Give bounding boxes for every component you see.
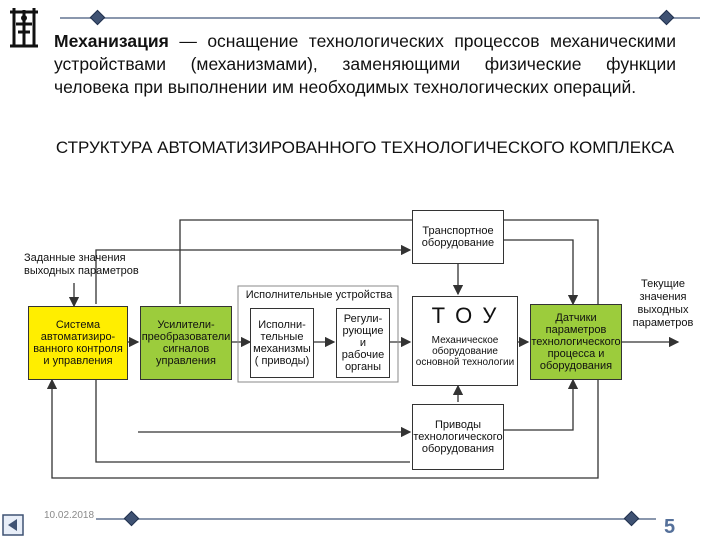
output-label: Текущие значения выходных параметров bbox=[632, 278, 694, 329]
term: Механизация bbox=[54, 31, 169, 51]
top-right-diamond-icon bbox=[659, 10, 675, 26]
definition-text: — оснащение технологических процессов механическими устройствами (механизмами), заменяющими физические функции человека при выполнении им необходимых технологических операций. bbox=[54, 31, 676, 97]
page-number: 5 bbox=[664, 516, 676, 538]
control-system-box: Система автоматизиро-ванного контроля и управления bbox=[28, 306, 128, 380]
top-left-diamond-icon bbox=[90, 10, 106, 26]
slide-heading: СТРУКТУРА АВТОМАТИЗИРОВАННОГО ТЕХНОЛОГИЧЕСКОГО КОМПЛЕКСА bbox=[55, 138, 675, 157]
logo-icon bbox=[4, 4, 44, 50]
input-label: Заданные значения выходных параметров bbox=[24, 252, 139, 277]
top-decorative-line bbox=[60, 17, 700, 19]
slide-date: 10.02.2018 bbox=[44, 510, 95, 521]
tou-title: Т О У bbox=[431, 303, 499, 328]
tou-box bbox=[412, 296, 518, 386]
bottom-right-diamond-icon bbox=[624, 511, 640, 527]
drives-box: Приводы технологического оборудования bbox=[412, 404, 504, 470]
amplifier-box: Усилители-преобразователи сигналов управления bbox=[140, 306, 232, 380]
bottom-left-diamond-icon bbox=[124, 511, 140, 527]
structure-diagram bbox=[18, 200, 702, 496]
transport-box: Транспортное оборудование bbox=[412, 210, 504, 264]
definition-paragraph bbox=[54, 30, 676, 99]
bottom-decorative-line bbox=[96, 518, 656, 520]
actuators-group-title: Исполнительные устройства bbox=[245, 289, 393, 301]
actuators-box: Исполни-тельные механизмы ( приводы) bbox=[250, 308, 314, 378]
tou-subtitle: Механическое оборудование основной технологии bbox=[415, 335, 515, 368]
back-arrow-icon[interactable] bbox=[2, 514, 24, 536]
regulators-box: Регули-рующие и рабочие органы bbox=[336, 308, 390, 378]
sensors-box: Датчики параметров технологического процесса и оборудования bbox=[530, 304, 622, 380]
